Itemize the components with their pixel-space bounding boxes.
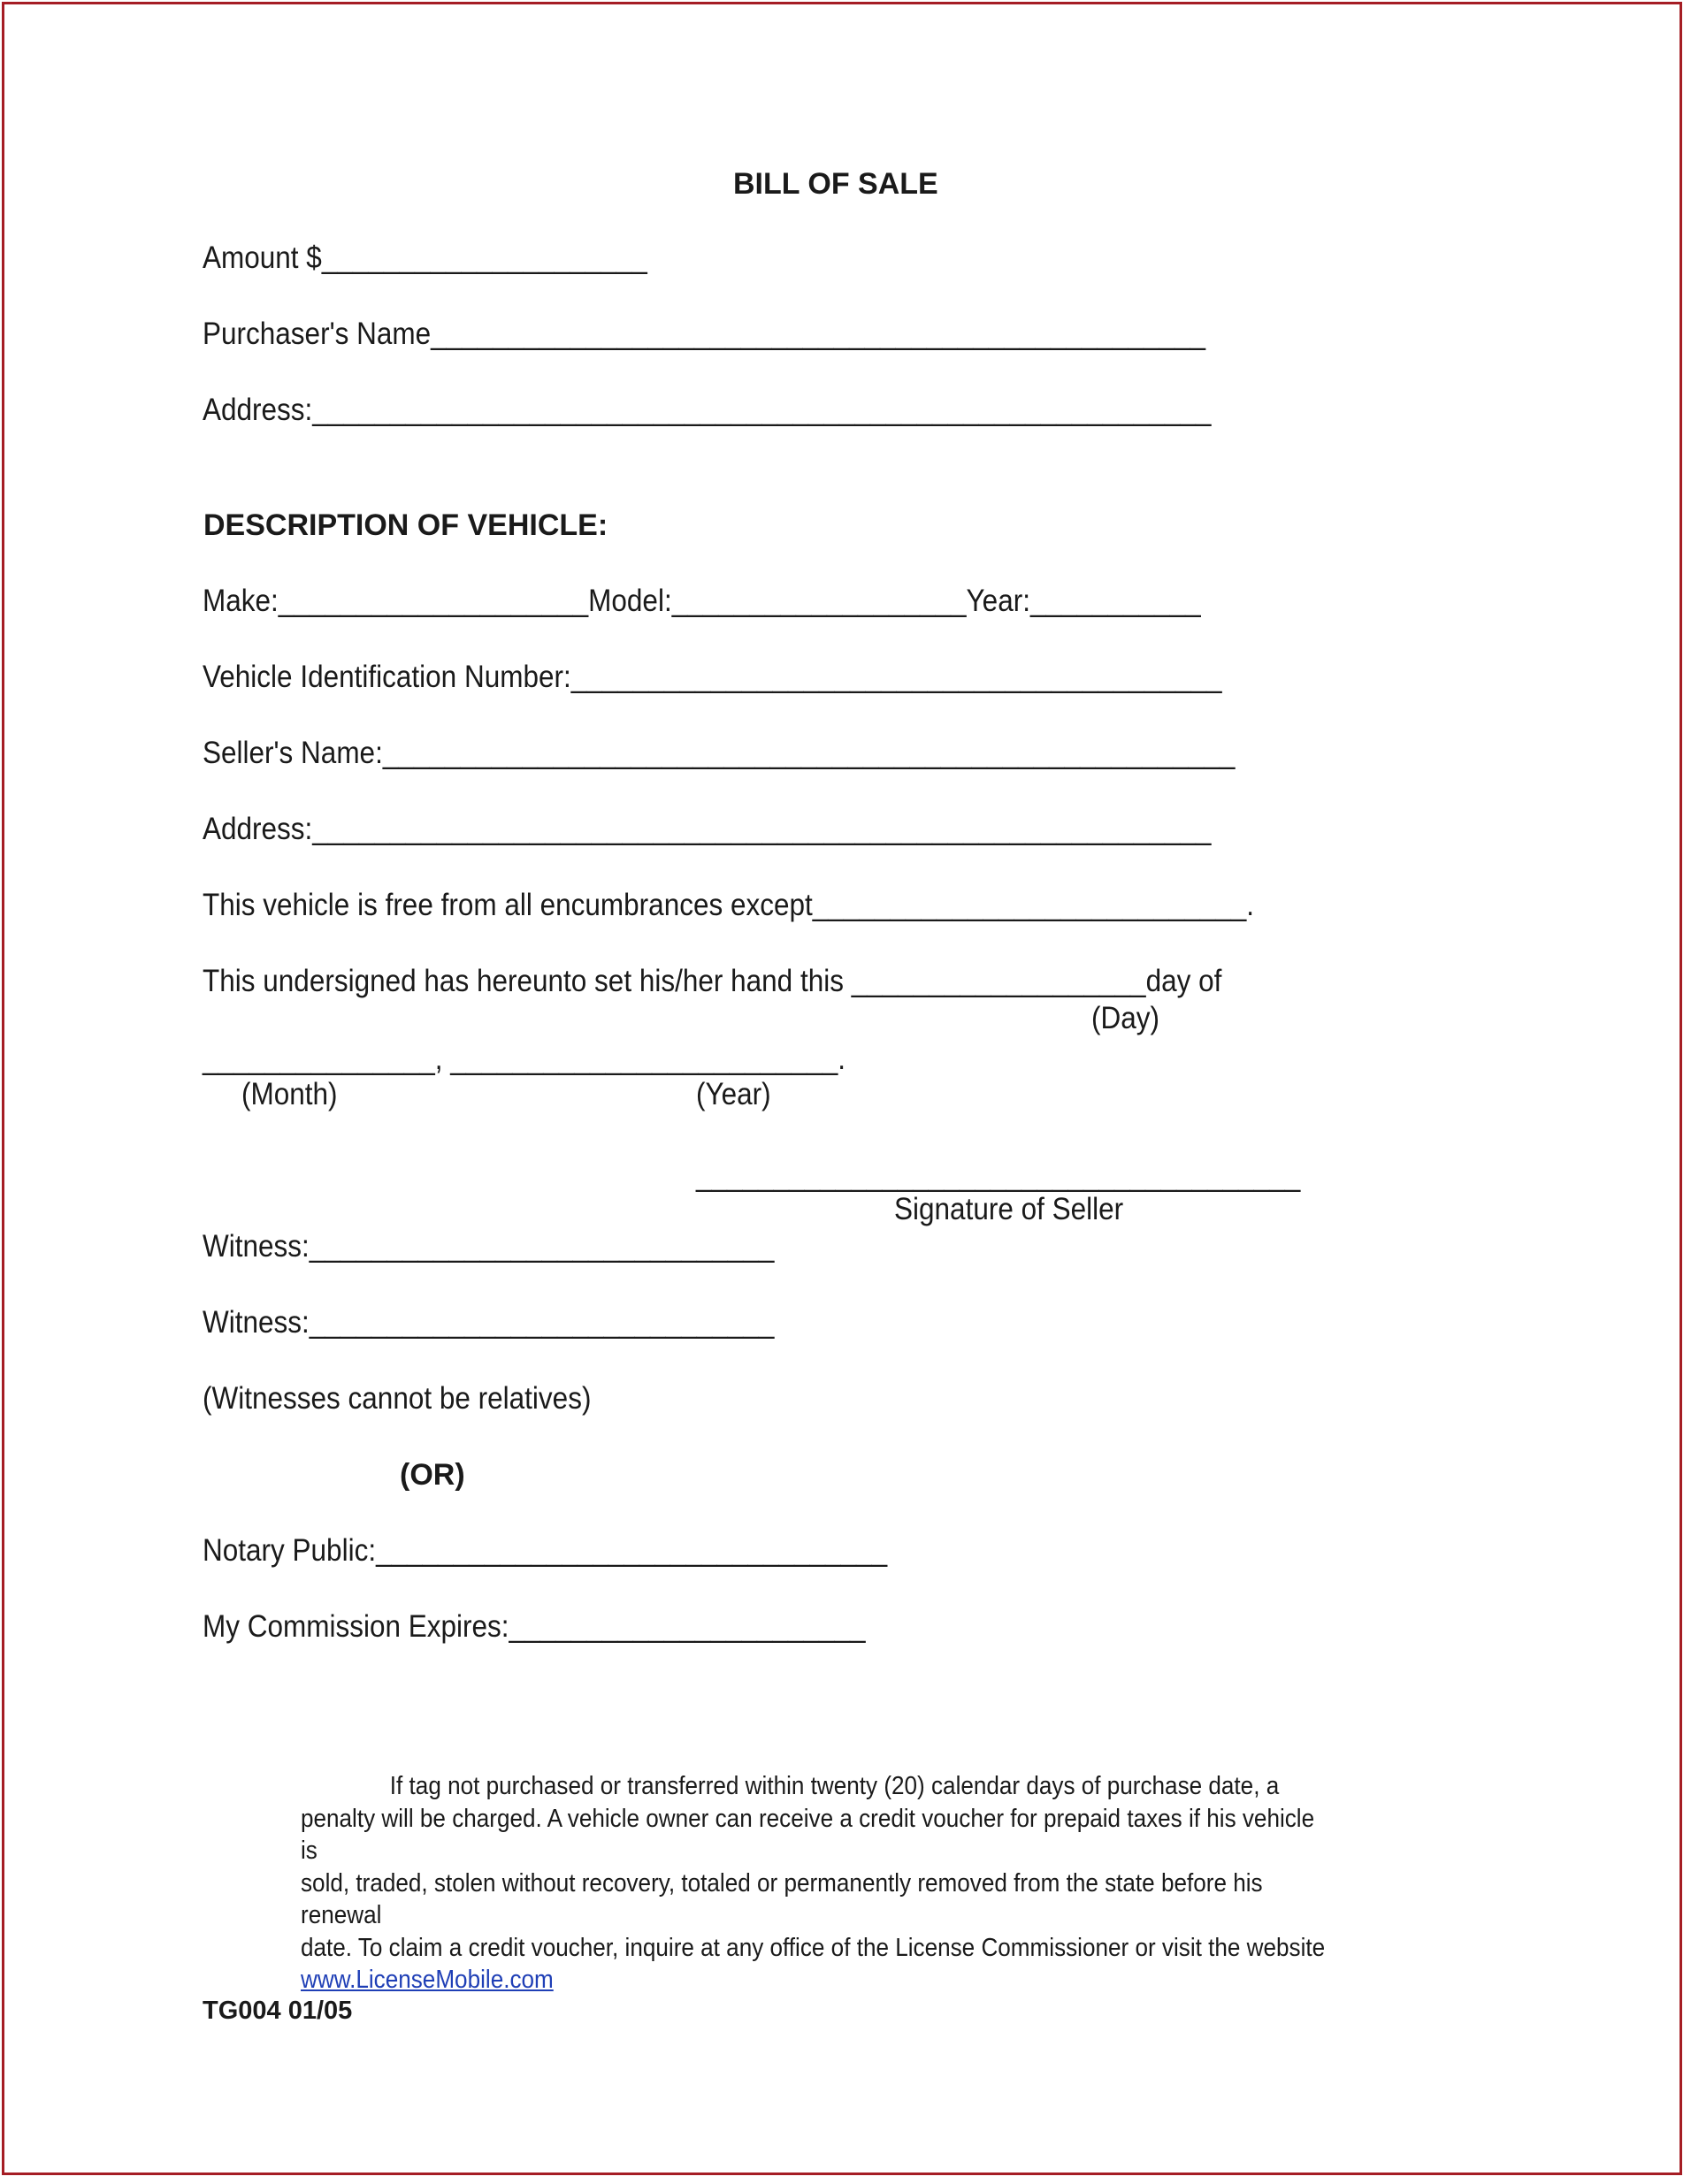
make-model-year-field[interactable]: Make:____________________Model:___________________Year:___________ xyxy=(203,584,1201,618)
amount-field[interactable]: Amount $_____________________ xyxy=(203,241,647,275)
seller-address-field[interactable]: Address:__________________________________________________________ xyxy=(203,812,1212,846)
undersigned-day-field[interactable]: This undersigned has hereunto set his/her hand this ___________________day of xyxy=(203,964,1222,998)
footer-note-line: If tag not purchased or transferred within twenty (20) calendar days of purchase date, a xyxy=(389,1772,1280,1800)
seller-name-field[interactable]: Seller's Name:_______________________________________________________ xyxy=(203,736,1236,770)
or-label: (OR) xyxy=(400,1458,465,1492)
witness-1-field[interactable]: Witness:______________________________ xyxy=(203,1229,775,1264)
notary-public-field[interactable]: Notary Public:_________________________________ xyxy=(203,1533,888,1568)
day-caption: (Day) xyxy=(1091,1001,1160,1035)
seller-signature-line[interactable]: _______________________________________ xyxy=(696,1158,1301,1193)
vin-field[interactable]: Vehicle Identification Number:__________________________________________ xyxy=(203,660,1222,694)
footer-note xyxy=(301,1770,1335,1997)
purchaser-address-field[interactable]: Address:__________________________________________________________ xyxy=(203,393,1212,427)
footer-note-line: date. To claim a credit voucher, inquire at any office of the License Commissioner or visit the website xyxy=(301,1933,1326,1962)
signature-caption: Signature of Seller xyxy=(894,1192,1124,1226)
website-link[interactable]: www.LicenseMobile.com xyxy=(301,1966,554,1994)
description-heading: DESCRIPTION OF VEHICLE: xyxy=(203,508,608,542)
footer-note-line: sold, traded, stolen without recovery, totaled or permanently removed from the state before his renewal xyxy=(301,1868,1263,1929)
month-caption: (Month) xyxy=(241,1077,338,1111)
encumbrances-field[interactable]: This vehicle is free from all encumbrances except____________________________. xyxy=(203,888,1255,922)
commission-expires-field[interactable]: My Commission Expires:_______________________ xyxy=(203,1609,866,1644)
document-title: BILL OF SALE xyxy=(733,167,938,201)
form-code: TG004 01/05 xyxy=(203,1997,353,2025)
witness-2-field[interactable]: Witness:______________________________ xyxy=(203,1305,775,1340)
footer-note-line: penalty will be charged. A vehicle owner can receive a credit voucher for prepaid taxes if his vehicle is xyxy=(301,1804,1315,1865)
purchaser-name-field[interactable]: Purchaser's Name__________________________________________________ xyxy=(203,317,1206,351)
witness-note: (Witnesses cannot be relatives) xyxy=(203,1381,592,1416)
year-caption: (Year) xyxy=(696,1077,771,1111)
month-year-field[interactable]: _______________, _________________________. xyxy=(203,1042,846,1076)
